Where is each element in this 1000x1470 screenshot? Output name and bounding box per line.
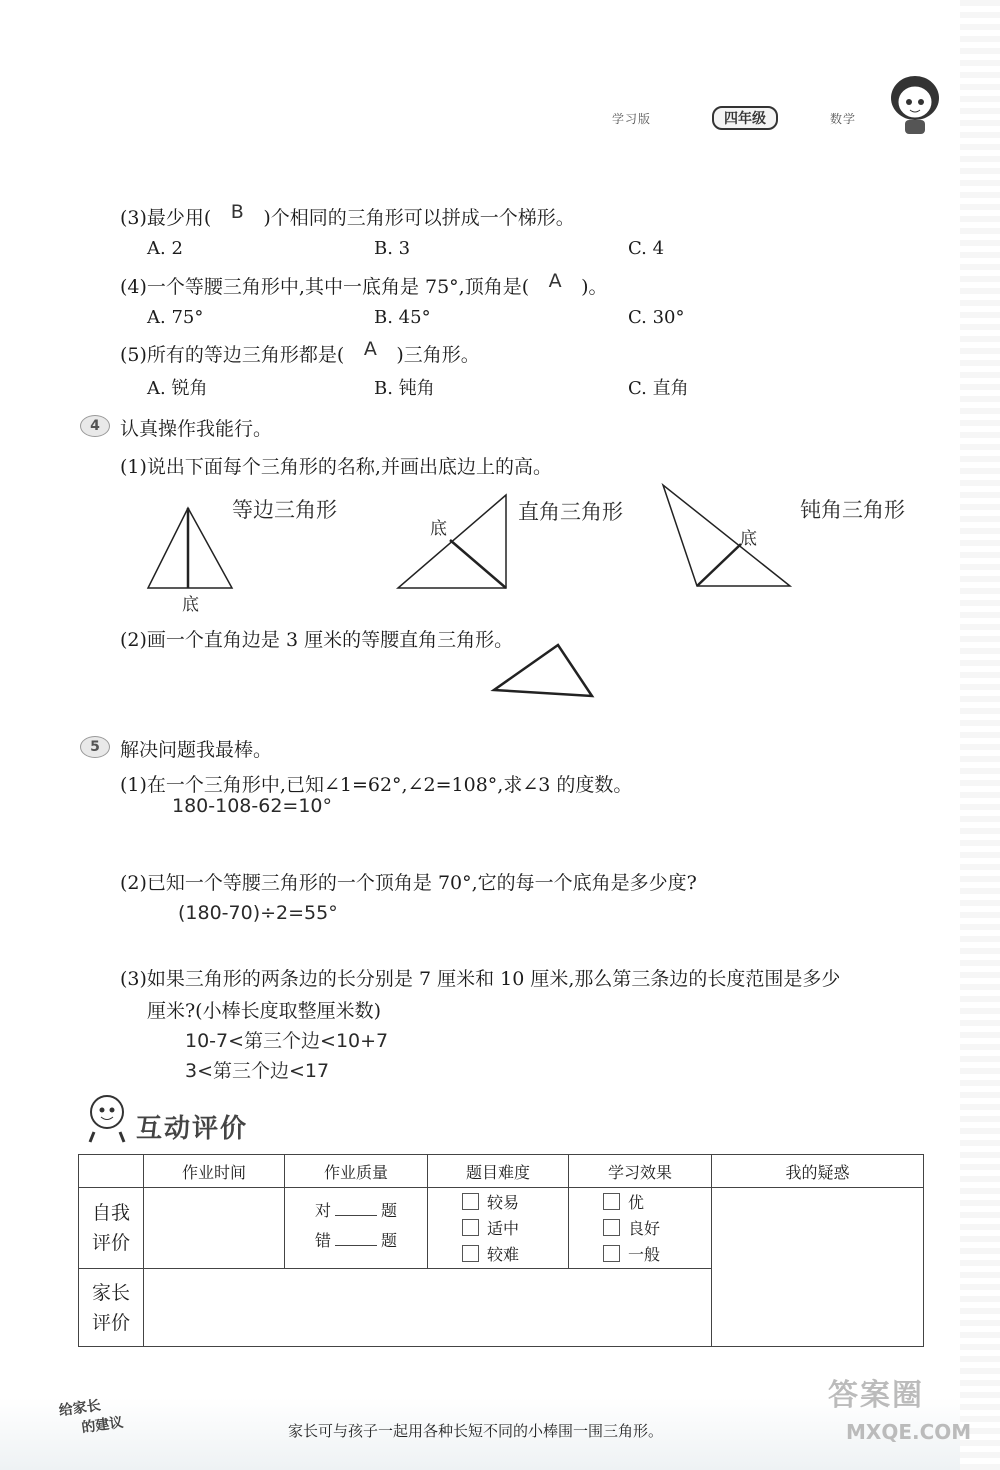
tri3-base-label: 底 bbox=[740, 529, 757, 549]
q4-option-a: A. 75° bbox=[147, 307, 204, 328]
q4-answer: A bbox=[548, 270, 562, 292]
girl-mascot-icon bbox=[885, 70, 945, 140]
difficulty-cell bbox=[428, 1188, 569, 1269]
evaluation-table bbox=[78, 1154, 924, 1347]
q5-option-c: C. 直角 bbox=[628, 378, 689, 399]
right-triangle-figure bbox=[390, 490, 520, 592]
header-quality: 作业质量 bbox=[285, 1155, 428, 1188]
section4-q1: (1)说出下面每个三角形的名称,并画出底边上的高。 bbox=[120, 456, 552, 478]
tri1-name: 等边三角形 bbox=[232, 498, 337, 522]
checkbox-icon[interactable] bbox=[462, 1219, 479, 1236]
effect-option[interactable]: 良好 bbox=[603, 1216, 711, 1242]
q5-answer: A bbox=[363, 338, 377, 360]
page-edge-strip bbox=[960, 0, 1000, 1470]
self-evaluation-label: 自我 评价 bbox=[79, 1188, 144, 1269]
difficulty-option[interactable]: 较难 bbox=[462, 1242, 568, 1268]
tri3-name: 钝角三角形 bbox=[800, 498, 905, 522]
section5-q3-answer1: 10-7<第三个边<10+7 bbox=[185, 1030, 389, 1052]
advice-text: 家长可与孩子一起用各种长短不同的小棒围一围三角形。 bbox=[288, 1422, 664, 1440]
obtuse-triangle-figure bbox=[655, 480, 800, 590]
header-difficulty: 题目难度 bbox=[428, 1155, 569, 1188]
section5-q3-line2: 厘米?(小棒长度取整厘米数) bbox=[147, 1000, 382, 1022]
time-input-cell[interactable] bbox=[144, 1188, 285, 1269]
watermark-url: MXQE.COM bbox=[846, 1420, 972, 1444]
q4-option-b: B. 45° bbox=[374, 307, 431, 328]
section4-title: 认真操作我能行。 bbox=[120, 418, 273, 440]
checkbox-icon[interactable] bbox=[603, 1219, 620, 1236]
q3-answer: B bbox=[230, 201, 244, 223]
header-questions: 我的疑惑 bbox=[712, 1155, 924, 1188]
header-empty-cell bbox=[79, 1155, 144, 1188]
mascot-ball-icon bbox=[82, 1090, 132, 1146]
checkbox-icon[interactable] bbox=[603, 1193, 620, 1210]
evaluation-title: 互动评价 bbox=[136, 1114, 249, 1144]
section5-badge: 5 bbox=[80, 736, 110, 758]
checkbox-icon[interactable] bbox=[462, 1193, 479, 1210]
header-edition: 学习版 bbox=[612, 112, 652, 126]
section5-q3-answer2: 3<第三个边<17 bbox=[185, 1060, 330, 1082]
section5-title: 解决问题我最棒。 bbox=[120, 739, 273, 761]
section4-badge: 4 bbox=[80, 415, 110, 437]
header-subject: 数学 bbox=[830, 112, 857, 126]
section5-q1: (1)在一个三角形中,已知∠1=62°,∠2=108°,求∠3 的度数。 bbox=[120, 774, 633, 796]
q3-option-c: C. 4 bbox=[628, 238, 665, 259]
watermark-logo: 答案圈 bbox=[828, 1378, 924, 1413]
q5-option-b: B. 钝角 bbox=[374, 378, 435, 399]
difficulty-option[interactable]: 适中 bbox=[462, 1216, 568, 1242]
effect-cell bbox=[569, 1188, 712, 1269]
effect-option[interactable]: 一般 bbox=[603, 1242, 711, 1268]
evaluation-header-row bbox=[79, 1155, 924, 1188]
section5-q2-answer: (180-70)÷2=55° bbox=[178, 902, 338, 924]
section5-q3-line1: (3)如果三角形的两条边的长分别是 7 厘米和 10 厘米,那么第三条边的长度范围是多少 bbox=[120, 968, 841, 990]
q3-option-b: B. 3 bbox=[374, 238, 411, 259]
q5-option-a: A. 锐角 bbox=[147, 378, 208, 399]
parent-evaluation-label: 家长 评价 bbox=[79, 1269, 144, 1347]
q4-option-c: C. 30° bbox=[628, 307, 685, 328]
tri2-base-label: 底 bbox=[430, 519, 447, 539]
wrong-count-blank[interactable] bbox=[335, 1245, 377, 1246]
q5-question: (5)所有的等边三角形都是( A )三角形。 bbox=[120, 338, 480, 366]
questions-input-cell[interactable] bbox=[712, 1188, 924, 1347]
isosceles-right-triangle-drawing bbox=[488, 640, 600, 700]
tri1-base-label: 底 bbox=[182, 595, 199, 615]
section4-q2: (2)画一个直角边是 3 厘米的等腰直角三角形。 bbox=[120, 629, 514, 651]
difficulty-option[interactable]: 较易 bbox=[462, 1190, 568, 1216]
checkbox-icon[interactable] bbox=[462, 1245, 479, 1262]
section5-q2: (2)已知一个等腰三角形的一个顶角是 70°,它的每一个底角是多少度? bbox=[120, 872, 697, 894]
q4-question: (4)一个等腰三角形中,其中一底角是 75°,顶角是( A )。 bbox=[120, 270, 608, 298]
checkbox-icon[interactable] bbox=[603, 1245, 620, 1262]
correct-count-blank[interactable] bbox=[335, 1215, 377, 1216]
effect-option[interactable]: 优 bbox=[603, 1190, 711, 1216]
q3-question: (3)最少用( B )个相同的三角形可以拼成一个梯形。 bbox=[120, 201, 575, 229]
parent-evaluation-input-cell[interactable] bbox=[144, 1269, 712, 1347]
header-time: 作业时间 bbox=[144, 1155, 285, 1188]
header-effect: 学习效果 bbox=[569, 1155, 712, 1188]
q3-option-a: A. 2 bbox=[147, 238, 183, 259]
tri2-name: 直角三角形 bbox=[518, 500, 623, 524]
advice-label: 给家长 的建议 bbox=[57, 1397, 125, 1437]
quality-cell: 对 题 错 题 bbox=[285, 1188, 428, 1269]
section5-q1-answer: 180-108-62=10° bbox=[172, 795, 333, 817]
self-evaluation-row bbox=[79, 1188, 924, 1269]
header-grade: 四年级 bbox=[712, 106, 778, 130]
